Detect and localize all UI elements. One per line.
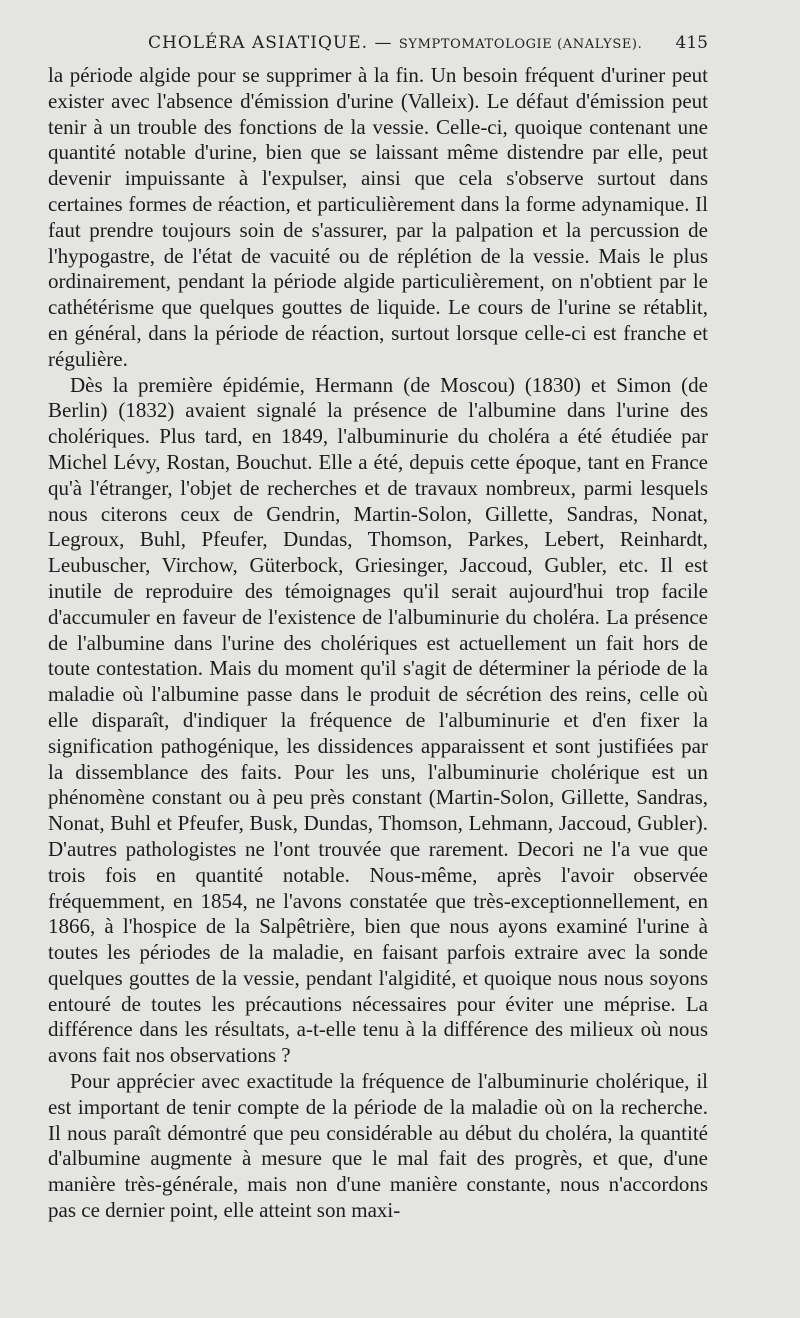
paragraph-3: Pour apprécier avec exactitude la fréquence de l'albuminurie cholérique, il est important de tenir compte de la période de la maladie où on la recherche. Il nous paraît démontré que peu considérable au début du choléra, la quantité d'albumine augmente à mesure que le mal fait des progrès, et que, d'une manière très-générale, mais non d'une manière constante, nous n'accordons pas ce dernier point, elle atteint son maxi- (48, 1069, 708, 1223)
page-header (48, 33, 708, 59)
running-title-section: SYMPTOMATOLOGIE (ANALYSE). (398, 37, 643, 52)
running-title-main: CHOLÉRA ASIATIQUE. (148, 33, 369, 53)
body-text (48, 63, 708, 1224)
running-title (148, 33, 642, 53)
running-title-dash: — (374, 33, 393, 53)
paragraph-2: Dès la première épidémie, Hermann (de Moscou) (1830) et Simon (de Berlin) (1832) avaient signalé la présence de l'albumine dans l'urine des cholériques. Plus tard, en 1849, l'albuminurie du choléra a été étudiée par Michel Lévy, Rostan, Bouchut. Elle a été, depuis cette époque, tant en France qu'à l'étranger, l'objet de recherches et de travaux nombreux, parmi lesquels nous citerons ceux de Gendrin, Martin-Solon, Gillette, Sandras, Nonat, Legroux, Buhl, Pfeufer, Dundas, Thomson, Parkes, Lebert, Reinhardt, Leubuscher, Virchow, Güterbock, Griesinger, Jaccoud, Gubler, etc. Il est inutile de reproduire des témoignages qu'il serait aujourd'hui trop facile d'accumuler en faveur de l'existence de l'albuminurie du choléra. La présence de l'albumine dans l'urine des cholériques est actuellement un fait hors de toute contestation. Mais du moment qu'il s'agit de déterminer la période de la maladie où l'albumine passe dans le produit de sécrétion des reins, celle où elle disparaît, d'indiquer la fréquence de l'albuminurie et d'en fixer la signification pathogénique, les dissidences apparaissent et sont justifiées par la dissemblance des faits. Pour les uns, l'albuminurie cholérique est un phénomène constant ou à peu près constant (Martin-Solon, Gillette, Sandras, Nonat, Buhl et Pfeufer, Busk, Dundas, Thomson, Lehmann, Jaccoud, Gubler). D'autres pathologistes ne l'ont trouvée que rarement. Decori ne l'a vue que trois fois en quantité notable. Nous-même, après l'avoir observée fréquemment, en 1854, ne l'avons constatée que très-exceptionnellement, en 1866, à l'hospice de la Salpêtrière, bien que nous ayons examiné l'urine à toutes les périodes de la maladie, en faisant parfois extraire avec la sonde quelques gouttes de la vessie, pendant l'algidité, et quoique nous nous soyons entouré de toutes les précautions nécessaires pour éviter une méprise. La différence dans les résultats, a-t-elle tenu à la différence des milieux où nous avons fait nos observations ? (48, 372, 708, 1068)
paragraph-1: la période algide pour se supprimer à la fin. Un besoin fréquent d'uriner peut exister avec l'absence d'émission d'urine (Valleix). Le défaut d'émission peut tenir à un trouble des fonctions de la vessie. Celle-ci, quoique contenant une quantité notable d'urine, bien que se laissant même distendre par elle, peut devenir impuissante à l'expulser, ainsi que cela s'observe surtout dans certaines formes de réaction, et particulièrement dans la forme adynamique. Il faut prendre toujours soin de s'assurer, par la palpation et la percussion de l'hypogastre, de l'état de vacuité ou de réplétion de la vessie. Mais le plus ordinairement, pendant la période algide particulièrement, on n'obtient par le cathétérisme que quelques gouttes de liquide. Le cours de l'urine se rétablit, en général, dans la période de réaction, surtout lorsque celle-ci est franche et régulière. (48, 63, 708, 371)
page-number: 415 (675, 33, 708, 53)
